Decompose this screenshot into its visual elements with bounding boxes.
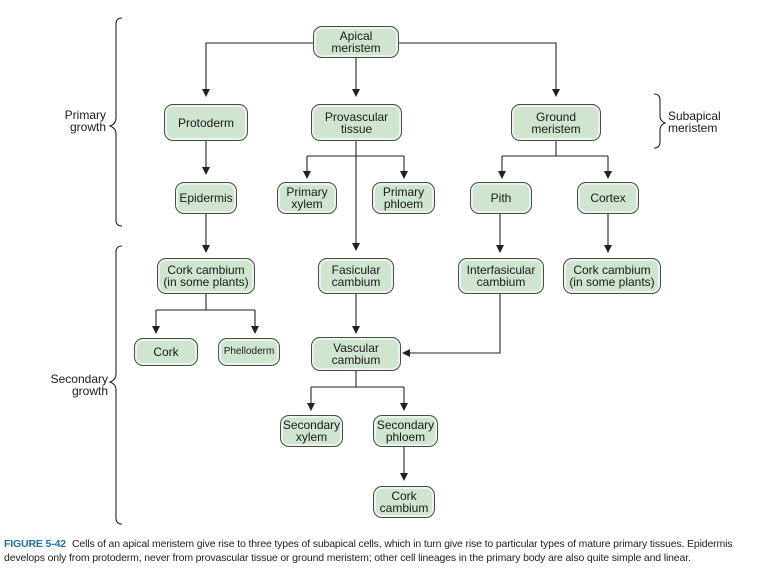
node-protoderm: Protoderm	[164, 104, 248, 141]
figure-caption	[4, 537, 772, 565]
primary-growth-bracket	[110, 18, 122, 226]
node-cork: Cork	[134, 338, 198, 366]
node-cortex: Cortex	[577, 182, 639, 214]
connector-apical-ground	[399, 43, 556, 96]
node-phelloderm: Phelloderm	[218, 338, 280, 366]
node-vascular-cambium: Vascular cambium	[311, 337, 401, 371]
connector-interfasicular-vascular	[403, 294, 500, 353]
subapical-meristem-label: Subapical meristem	[668, 109, 721, 135]
node-secondary-xylem: Secondary xylem	[280, 415, 343, 447]
primary-growth-label: Primary growth	[64, 108, 106, 134]
secondary-growth-bracket	[110, 246, 122, 524]
caption-text: Cells of an apical meristem give rise to three types of subapical cells, which in turn give rise to particular types of mature primary tissues. Epidermis develops only from protoderm, never from provascular tissue or ground meristem; other cell lineages in the primary body are also quite simple and linear.	[4, 538, 733, 564]
node-interfasicular-cambium: Interfasicular cambium	[458, 258, 544, 294]
node-fasicular-cambium: Fasicular cambium	[318, 258, 394, 294]
connector-apical-protoderm	[206, 43, 313, 96]
node-ground-meristem: Ground meristem	[511, 104, 601, 141]
node-apical-meristem: Apical meristem	[313, 26, 399, 58]
node-cork-cambium-right: Cork cambium (in some plants)	[563, 258, 661, 294]
node-cork-cambium-left: Cork cambium (in some plants)	[157, 258, 255, 294]
node-provascular-tissue: Provascular tissue	[311, 104, 402, 141]
secondary-growth-label: Secondary growth	[50, 372, 108, 398]
node-cork-cambium-bottom: Cork cambium	[373, 486, 435, 518]
node-secondary-phloem: Secondary phloem	[373, 415, 438, 447]
node-pith: Pith	[470, 182, 532, 214]
node-primary-xylem: Primary xylem	[277, 182, 337, 214]
subapical-meristem-bracket	[654, 94, 665, 148]
node-primary-phloem: Primary phloem	[372, 182, 435, 214]
node-epidermis: Epidermis	[175, 182, 237, 214]
figure-label: FIGURE 5-42	[4, 538, 66, 550]
